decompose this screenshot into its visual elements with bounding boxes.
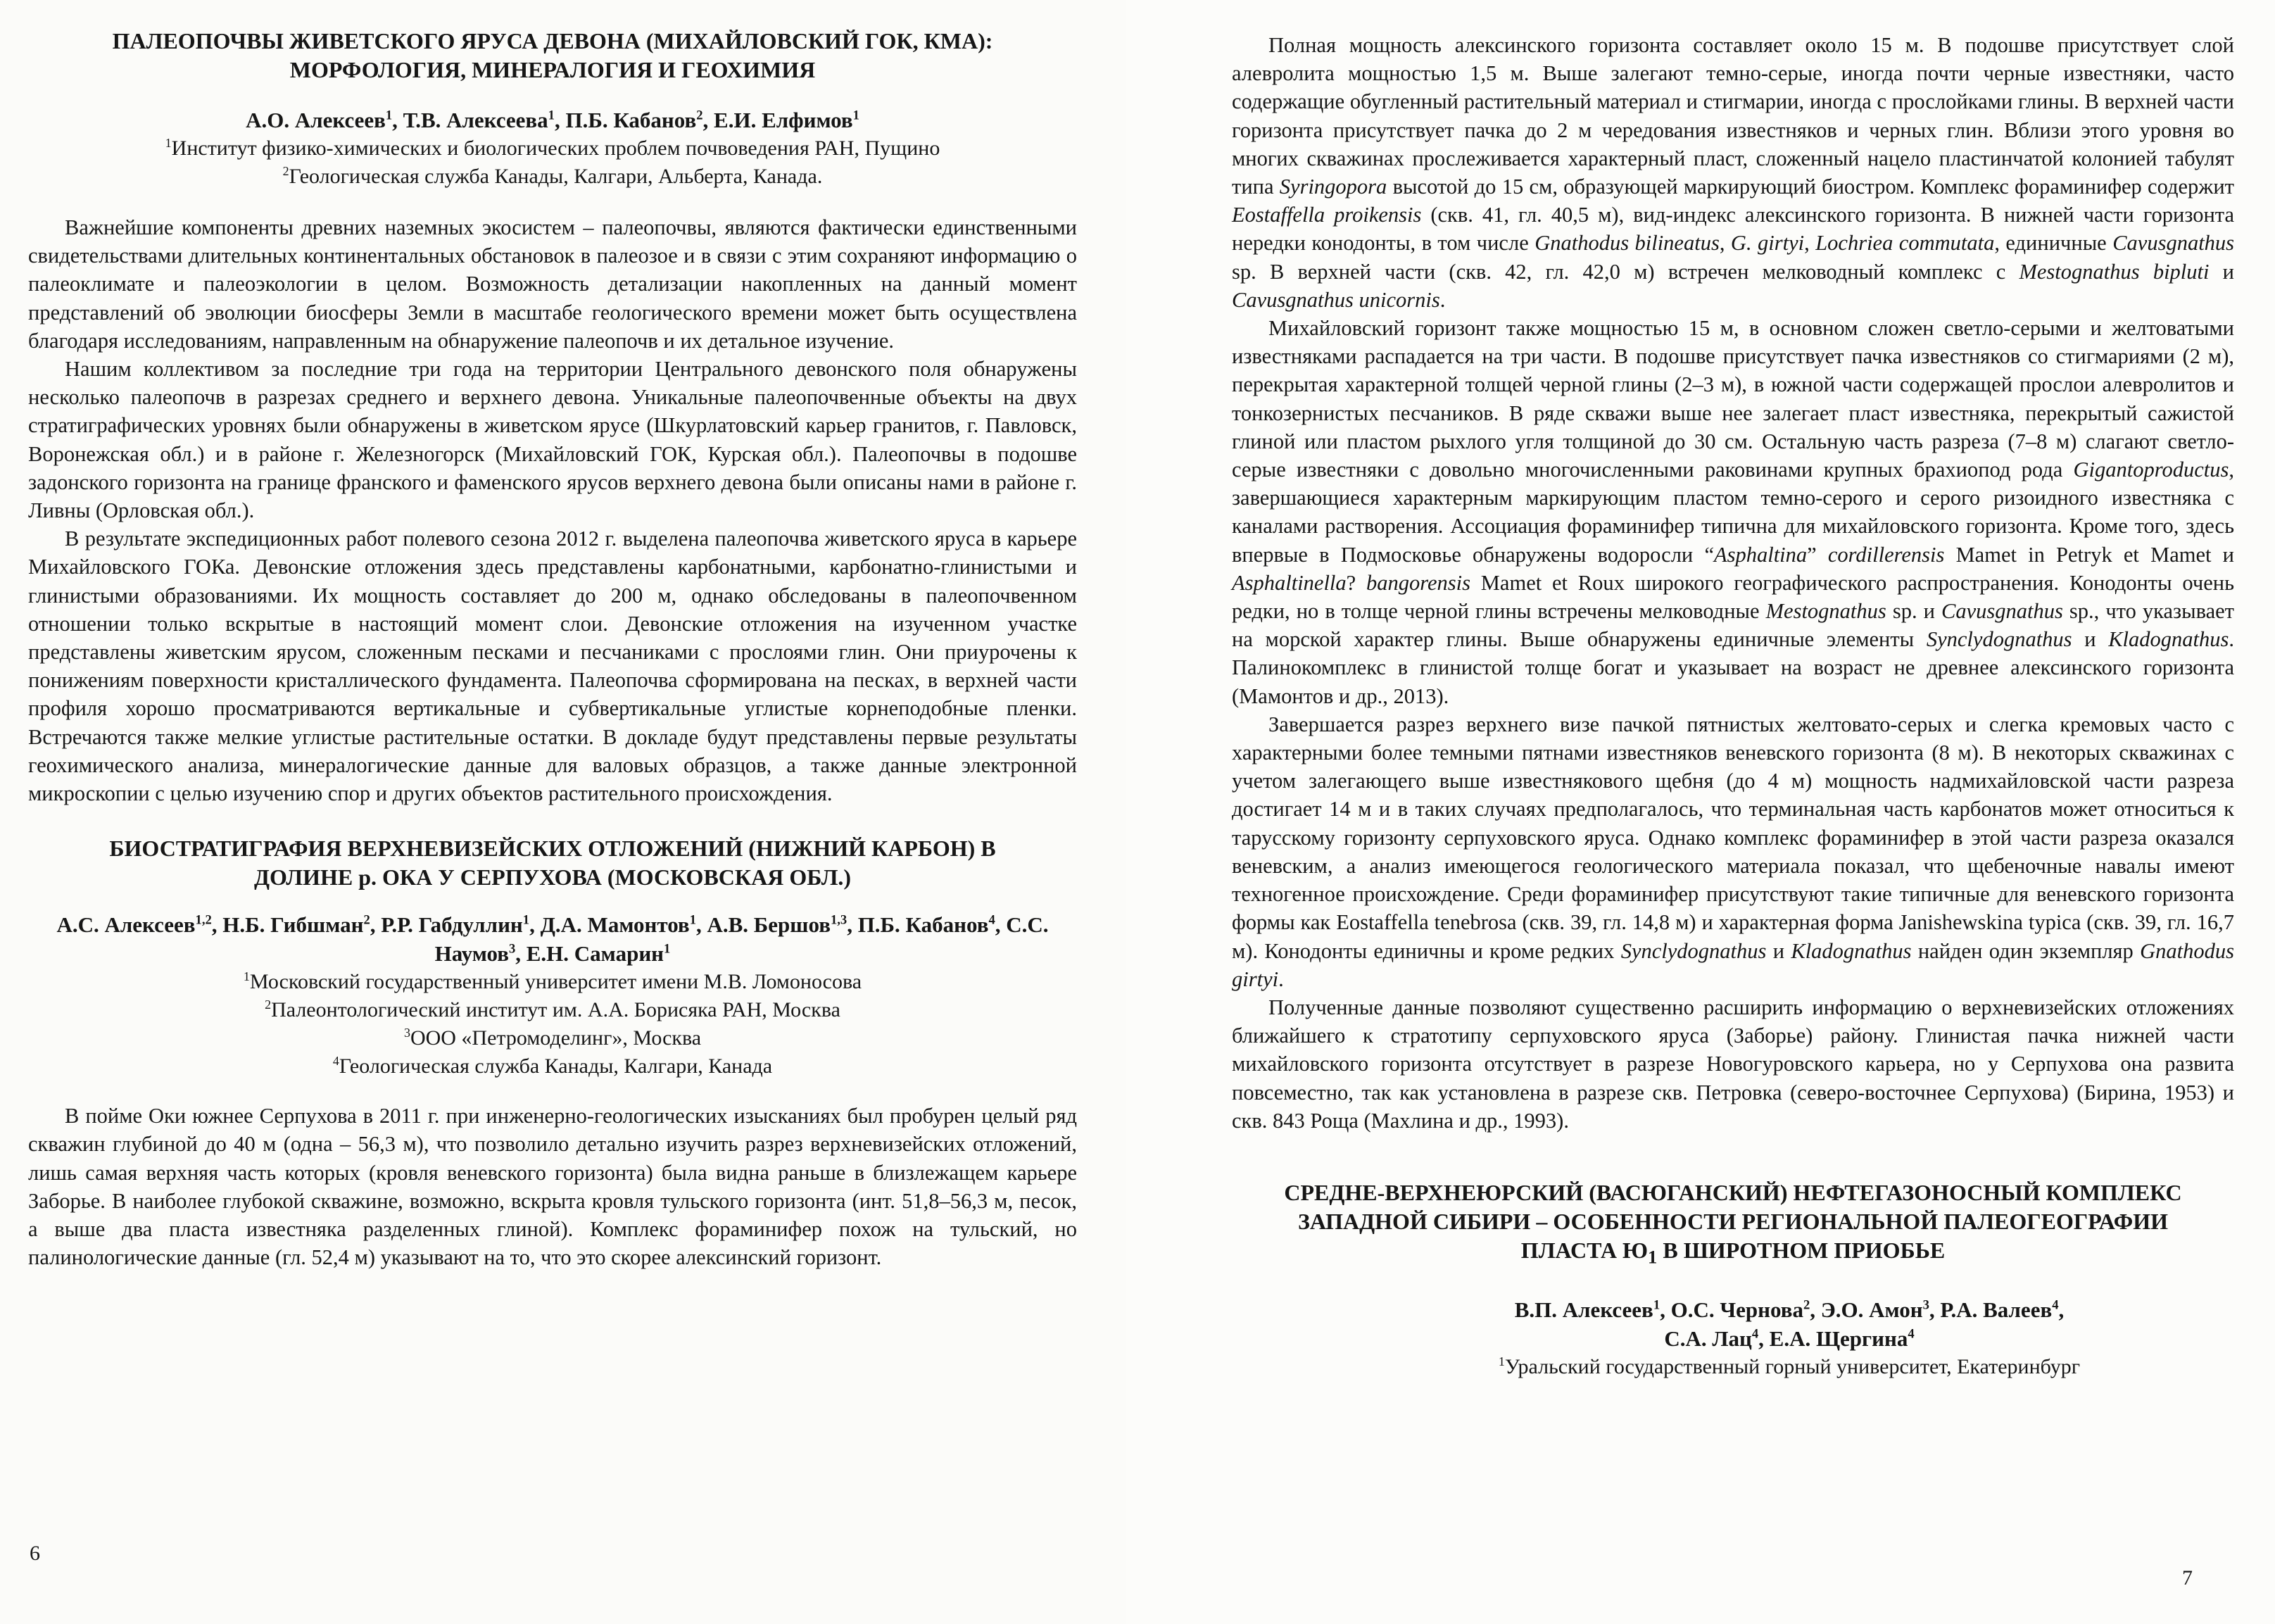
author-affiliation-mark: 3 — [1922, 1297, 1929, 1313]
article-title: БИОСТРАТИГРАФИЯ ВЕРХНЕВИЗЕЙСКИХ ОТЛОЖЕНИЙ (НИЖНИЙ КАРБОН) В ДОЛИНЕ р. ОКА У СЕРПУХОВА (МОСКОВСКАЯ ОБЛ.) — [109, 836, 996, 890]
paragraph: Завершается разрез верхнего визе пачкой пятнистых желтовато-серых и слегка кремовых часто с характерными более темными пятнами известняков веневского горизонта (8 м). В некоторых скважинах с учетом залегающего выше известнякового щебня (до 4 м) мощность надмихайловской части разреза достигает 14 м и в таких случаях предполагалось, что терминальная часть карбонатов может относиться к тарусскому горизонту серпуховского яруса. Однако комплекс фораминифер в этой части разреза оказался веневским, а анализ имеющегося геологического материала показал, что щебеночные навалы имеют техногенное происхождение. Среди фораминифер присутствуют такие типичные для веневского горизонта формы как Eostaffella tenebrosa (скв. 39, гл. 14,8 м) и характерная форма Janishewskina typica (скв. 39, гл. 16,7 м). Конодонты единичны и кроме редких Synclydognathus и Kladognathus найден один экземпляр Gnathodus girtyi. — [1232, 712, 2235, 991]
paragraph: Полученные данные позволяют существенно расширить информацию о верхневизейских отложениях ближайшего к стратотипу серпуховского яруса (Заборье) району. Глинистая пачка нижней части михайловского горизонта отсутствует в разрезе Новогуровского карьера, но у Серпухова она развита повсеместно, так как установлена в разрезе скв. Петровка (северо-восточнее Серпухова) (Бирина, 1953) и скв. 843 Роща (Махлина и др., 1993). — [1232, 995, 2234, 1133]
affiliation-line — [1344, 1353, 2234, 1381]
article-authors: А.С. Алексеев$^{1,2}$, Н.Б. Гибшман$^2$, Р.Р. Габдуллин$^1$, Д.А. Мамонтов$^1$, А.В. Бершов$^{1,3}$, П.Б. Кабанов$^4$, С.С. Наумов$^3$, Е.Н. Самарин$^1$ — [56, 912, 1049, 967]
article-body — [28, 1102, 1077, 1271]
affiliation-text: Московский государственный университет имени М.В. Ломоносова — [249, 970, 862, 994]
author-affiliation-mark: 2 — [696, 108, 703, 123]
author-name: П.Б. Кабанов — [565, 108, 697, 132]
author-name: А.С. Алексеев — [56, 912, 196, 938]
article-affiliations — [28, 968, 1077, 1081]
author-name: А.О. Алексеев — [246, 108, 386, 132]
article-biostratigraphy — [28, 834, 1077, 1271]
paragraph: В пойме Оки южнее Серпухова в 2011 г. при инженерно-геологических изысканиях был пробурен целый ряд скважин глубиной до 40 м (одна – 56,3 м), что позволило детально изучить разрез верхневизейских отложений, лишь самая верхняя часть которых (кровля веневского горизонта) была видна раньше в близлежащем карьере Заборье. В наиболее глубокой скважине, возможно, вскрыта кровля тульского горизонта (инт. 51,8–56,3 м, песок, а выше два пласта известняка разделенных глиной). Комплекс фораминифер похож на тульский, но палинологические данные (гл. 52,4 м) указывают на то, что это скорее алексинский горизонт. — [28, 1104, 1077, 1270]
paragraph: В результате экспедиционных работ полевого сезона 2012 г. выделена палеопочва живетского яруса в карьере Михайловского ГОКа. Девонские отложения здесь представлены карбонатными, карбонатно-глинистыми и глинистыми образованиями. Их мощность составляет до 200 м, однако обследованы в палеопочвенном отношении только вскрытые в настоящий момент слои. Девонские отложения на изученном участке представлены живетским ярусом, сложенным песками и песчаниками с прослоями глин. Они приурочены к понижениям поверхности кристаллического фундамента. Палеопочва сформирована на песках, в верхней части профиля хорошо просматриваются вертикальные и субвертикальные углистые корнеподобные пленки. Встречаются также мелкие углистые растительные остатки. В докладе будут представлены первые результаты геохимического анализа, минералогические данные для валовых образцов, а также данные электронной микроскопии с целью изучению спор и других объектов растительного происхождения. — [28, 527, 1077, 806]
article-title: ПАЛЕОПОЧВЫ ЖИВЕТСКОГО ЯРУСА ДЕВОНА (МИХАЙЛОВСКИЙ ГОК, КМА): МОРФОЛОГИЯ, МИНЕРАЛОГИЯ И ГЕОХИМИЯ — [112, 28, 993, 82]
author-name: Н.Б. Гибшман — [222, 912, 364, 938]
left-page — [0, 0, 1126, 1624]
author-name: С.С. Наумов — [434, 912, 1049, 967]
author-affiliation-mark: 1 — [548, 108, 555, 123]
paragraph: Михайловский горизонт также мощностью 15 м, в основном сложен светло-серыми и желтоватыми известняками распадается на три части. В подошве присутствует пачка известняков со стигмариями (2 м), перекрытая характерной толщей черной глины (2–3 м), в южной части содержащей прослои алевролитов и тонкозернистых песчаников. В ряде скважи выше нее залегает пласт известняка, перекрытый сажистой глиной или пластом рыхлого угля толщиной до 30 см. Остальную часть разреза (7–8 м) слагают светло-серые известняки с довольно многочисленными раковинами крупных брахиопод рода Gigantoproductus, завершающиеся характерным маркирующим пластом темно-серого и серого ризоидного известняка с каналами растворения. Ассоциация фораминифер типична для михайловского горизонта. Кроме того, здесь впервые в Подмосковье обнаружены водоросли “Asphaltina” cordillerensis Mamet in Petryk et Mamet и Asphaltinella? bangorensis Mamet et Roux широкого географического распространения. Конодонты очень редки, но в толще черной глины встречены мелководные Mestognathus sp. и Cavusgnathus sp., что указывает на морской характер глины. Выше обнаружены единичные элементы Synclydognathus и Kladognathus. Палинокомплекс в глинистой толще богат и указывает на возраст не древнее алексинского горизонта (Мамонтов и др., 2013). — [1232, 316, 2235, 708]
author-name: Р.Р. Габдуллин — [381, 912, 523, 938]
affiliation-line — [28, 996, 1077, 1024]
affiliation-text: Геологическая служба Канады, Калгари, Канада — [339, 1055, 773, 1078]
author-affiliation-mark: 1 — [664, 941, 671, 957]
affiliation-line — [28, 1052, 1077, 1081]
author-name: Э.О. Амон — [1820, 1297, 1923, 1323]
article-affiliations — [1232, 1353, 2234, 1381]
paragraph: Важнейшие компоненты древних наземных экосистем – палеопочвы, являются фактически единственными свидетельствами длительных континентальных обстановок в палеозое и в связи с этим сохраняют информацию о палеоклимате и палеоэкологии в целом. Возможность детализации накопленных на данный момент представлений об эволюции биосферы Земли в масштабе геологического времени может быть осуществлена благодаря исследованиям, направленным на обнаружение палеопочв и их детальное изучение. — [28, 215, 1077, 353]
author-name: О.С. Чернова — [1670, 1297, 1803, 1323]
author-name: В.П. Алексеев — [1514, 1297, 1653, 1323]
author-name: Т.В. Алексеева — [403, 108, 548, 132]
author-affiliation-mark: 2 — [363, 912, 370, 928]
article-affiliations — [28, 134, 1077, 191]
author-name: П.Б. Кабанов — [857, 912, 989, 938]
author-name: Д.А. Мамонтов — [540, 912, 690, 938]
paragraph: Полная мощность алексинского горизонта составляет около 15 м. В подошве присутствует слой алевролита мощностью 1,5 м. Выше залегают темно-серые, иногда почти черные известняки, часто содержащие обугленный растительный материал и стигмарии, иногда с прослойками глины. В верхней части горизонта присутствует пачка до 2 м чередования известняков и черных глин. Вблизи этого уровня во многих скважинах прослеживается характерный пласт, сложенный нацело пластинчатой колонией табулят типа Syringopora высотой до 15 см, образующей маркирующий биостром. Комплекс фораминифер содержит Eostaffella proikensis (скв. 41, гл. 40,5 м), вид-индекс алексинского горизонта. В нижней части горизонта нередки конодонты, в том числе Gnathodus bilineatus, G. girtyi, Lochriea commutata, единичные Cavusgnathus sp. В верхней части (скв. 42, гл. 42,0 м) встречен мелководный комплекс с Mestognathus bipluti и Cavusgnathus unicornis. — [1232, 33, 2235, 312]
author-affiliation-mark: 1 — [852, 108, 859, 123]
article-authors: А.О. Алексеев$^1$, Т.В. Алексеева$^1$, П.Б. Кабанов$^2$, Е.И. Елфимов$^1$ — [246, 108, 859, 132]
article-authors: С.А. Лац$^4$, Е.А. Щергина$^4$ — [1664, 1326, 1915, 1352]
author-name: С.А. Лац — [1664, 1326, 1752, 1352]
page-number: 6 — [30, 1542, 40, 1565]
author-name: Е.А. Щергина — [1769, 1326, 1908, 1352]
article-vasyugan — [1232, 1178, 2234, 1381]
author-affiliation-mark: 1 — [522, 912, 530, 928]
author-affiliation-mark: 4 — [1908, 1326, 1915, 1342]
article-authors: В.П. Алексеев$^1$, О.С. Чернова$^2$, Э.О. Амон$^3$, Р.А. Валеев$^4$, — [1514, 1297, 2065, 1323]
affiliation-mark: 1 — [243, 969, 250, 984]
article-paleosols — [28, 27, 1077, 807]
affiliation-line — [28, 1024, 1077, 1052]
author-name: Е.И. Елфимов — [714, 108, 853, 132]
affiliation-mark: 4 — [332, 1054, 339, 1069]
article-body-continued — [1232, 31, 2234, 1135]
author-name: А.В. Бершов — [707, 912, 831, 938]
affiliation-text: Геологическая служба Канады, Калгари, Альберта, Канада. — [289, 165, 823, 188]
author-affiliation-mark: 1 — [1653, 1297, 1660, 1313]
article-body — [28, 213, 1077, 807]
author-affiliation-mark: 1 — [385, 108, 393, 123]
affiliation-line — [28, 163, 1077, 191]
affiliation-mark: 3 — [403, 1026, 410, 1040]
affiliation-mark: 2 — [265, 997, 272, 1012]
affiliation-mark: 1 — [1498, 1354, 1505, 1369]
affiliation-text: Институт физико-химических и биологических проблем почвоведения РАН, Пущино — [171, 137, 940, 160]
affiliation-mark: 2 — [282, 164, 289, 178]
author-affiliation-mark: 1 — [689, 912, 696, 928]
author-affiliation-mark: 4 — [1751, 1326, 1759, 1342]
author-affiliation-mark: 2 — [1803, 1297, 1810, 1313]
article-title: СРЕДНЕ-ВЕРХНЕЮРСКИЙ (ВАСЮГАНСКИЙ) НЕФТЕГАЗОНОСНЫЙ КОМПЛЕКС ЗАПАДНОЙ СИБИРИ – ОСОБЕННОСТИ РЕГИОНАЛЬНОЙ ПАЛЕОГЕОГРАФИИ ПЛАСТА $Ю_1$ В ШИРОТНОМ ПРИОБЬЕ — [1284, 1179, 2182, 1268]
affiliation-text: Палеонтологический институт им. А.А. Борисяка РАН, Москва — [271, 998, 840, 1022]
author-affiliation-mark: 4 — [988, 912, 995, 928]
author-affiliation-mark: 3 — [508, 941, 516, 957]
page-number: 7 — [2182, 1566, 2193, 1590]
affiliation-line — [28, 134, 1077, 163]
author-affiliation-mark: 4 — [2052, 1297, 2059, 1313]
author-affiliation-mark: 1,2 — [195, 912, 212, 928]
affiliation-text: ООО «Петромоделинг», Москва — [410, 1026, 702, 1050]
paragraph: Нашим коллективом за последние три года на территории Центрального девонского поля обнаружены несколько палеопочв в разрезах среднего и верхнего девона. Уникальные палеопочвенные объекты на двух стратиграфических уровнях были обнаружены в живетском ярусе (Шкурлатовский карьер гранитов, г. Павловск, Воронежская обл.) и в районе г. Железногорск (Михайловский ГОК, Курская обл.). Палеопочвы в подошве задонского горизонта на границе франского и фаменского ярусов верхнего девона были описаны нами в районе г. Ливны (Орловская обл.). — [28, 357, 1077, 523]
affiliation-line — [28, 968, 1077, 996]
affiliation-mark: 1 — [165, 136, 172, 150]
affiliation-text: Уральский государственный горный университет, Екатеринбург — [1504, 1355, 2081, 1379]
author-affiliation-mark: 1,3 — [830, 912, 847, 928]
author-name: Е.Н. Самарин — [526, 941, 664, 967]
author-name: Р.А. Валеев — [1940, 1297, 2053, 1323]
right-page — [1126, 0, 2275, 1624]
